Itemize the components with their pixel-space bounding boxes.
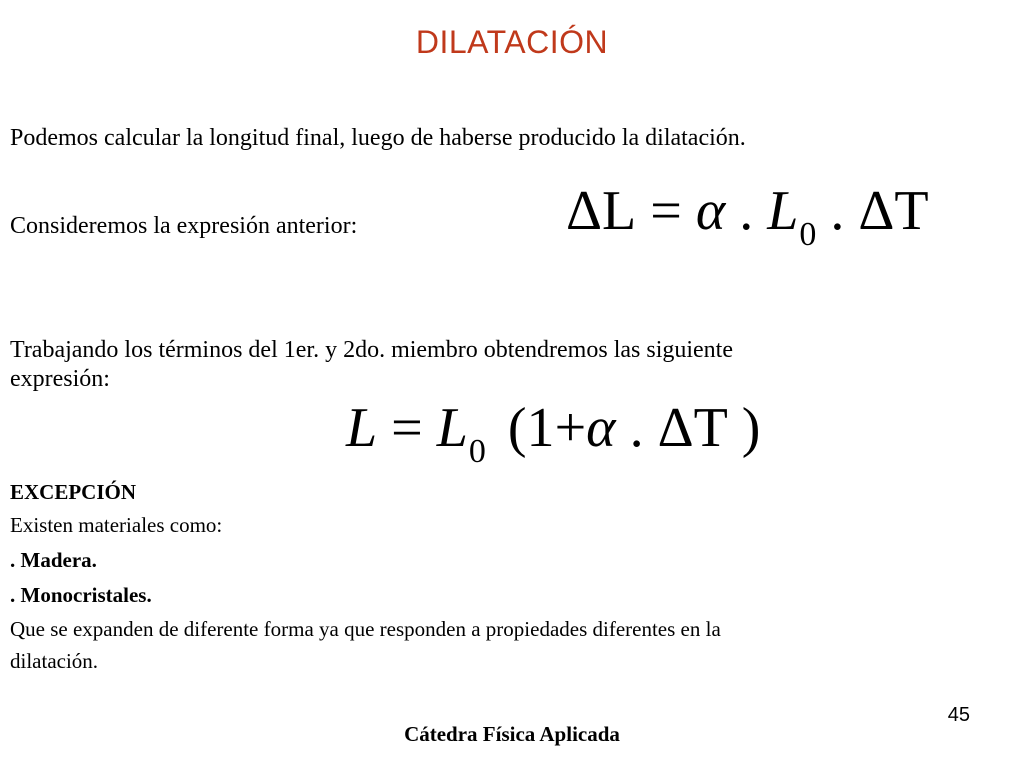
intro-text: Podemos calcular la longitud final, luego de haberse producido la dilatación.	[10, 125, 746, 151]
formula2-subscript-zero: 0	[468, 433, 486, 470]
exception-heading: EXCEPCIÓN	[10, 480, 137, 504]
slide-title: DILATACIÓN	[415, 24, 609, 60]
material-item-madera: . Madera.	[10, 548, 97, 572]
formula1-l: L	[767, 180, 799, 242]
material-item-monocristales: . Monocristales.	[10, 583, 152, 607]
formula1-alpha: α	[695, 180, 726, 242]
formula2-l0: L	[436, 397, 468, 459]
page-number: 45	[947, 704, 970, 726]
formula2-dot: .	[629, 397, 644, 459]
formula1-dot-2: .	[830, 180, 845, 242]
formula1-subscript-zero: 0	[799, 216, 817, 253]
footer-course-name: Cátedra Física Aplicada	[404, 722, 620, 746]
working-text-line-1: Trabajando los términos del 1er. y 2do. miembro obtendremos las siguiente	[10, 337, 733, 363]
formula-thermal-expansion	[566, 176, 929, 254]
conclusion-line-1: Que se expanden de diferente forma ya que responden a propiedades diferentes en la	[10, 617, 721, 641]
formula2-open-paren: (1	[507, 397, 555, 459]
consider-text: Consideremos la expresión anterior:	[10, 213, 358, 239]
exception-intro: Existen materiales como:	[10, 513, 223, 537]
working-text-line-2: expresión:	[10, 366, 110, 392]
formula2-equals: =	[391, 397, 423, 459]
formula1-equals: =	[650, 180, 682, 242]
formula2-close-paren: )	[741, 397, 761, 459]
formula2-alpha: α	[586, 397, 616, 459]
formula2-plus: +	[554, 397, 587, 459]
formula2-l: L	[346, 397, 378, 459]
formula-final-length	[346, 393, 760, 471]
formula2-delta-t: ΔT	[657, 397, 728, 459]
formula1-delta-l: ΔL	[566, 180, 637, 242]
conclusion-line-2: dilatación.	[10, 649, 99, 673]
formula1-delta-t: ΔT	[858, 180, 929, 242]
formula1-dot-1: .	[739, 180, 754, 242]
